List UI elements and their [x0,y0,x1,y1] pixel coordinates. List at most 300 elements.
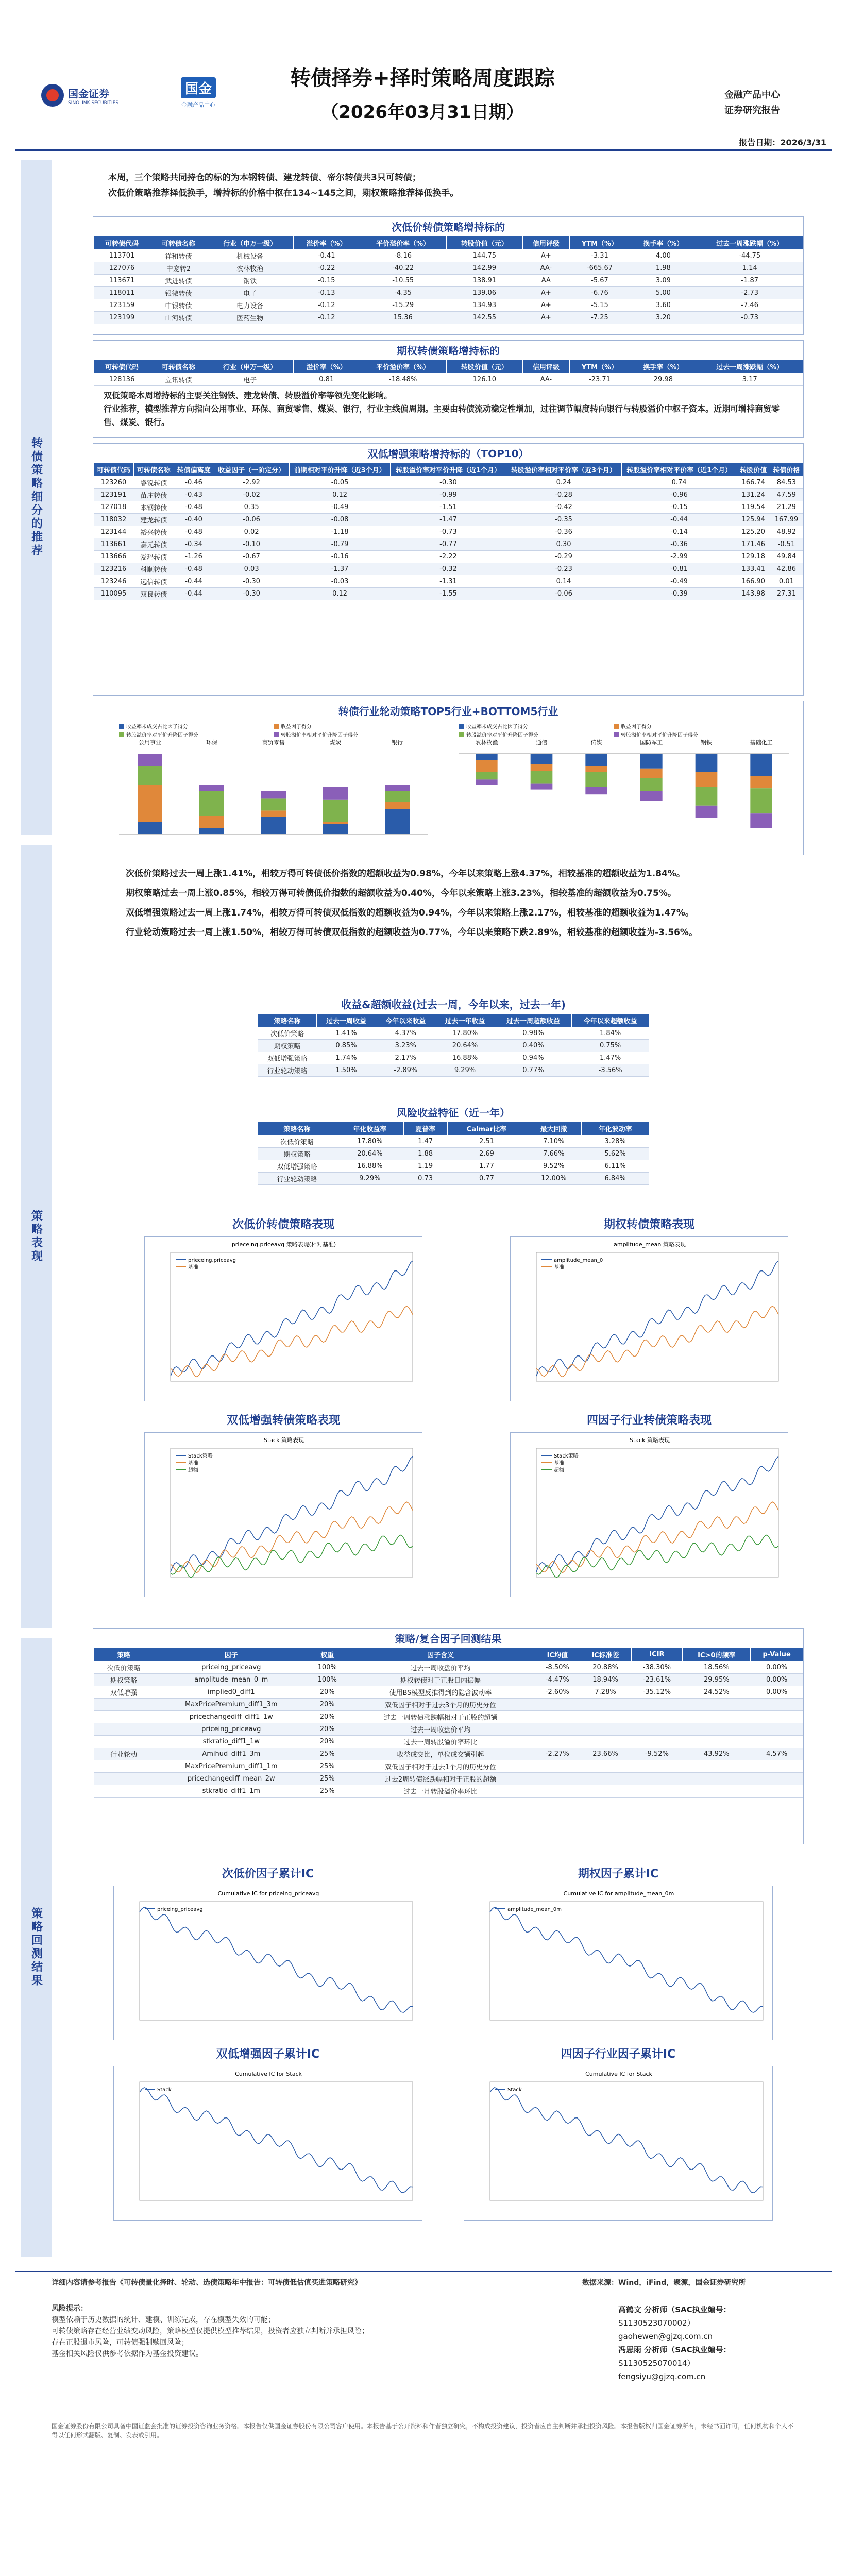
plot-frame [140,2082,413,2200]
plot-frame [171,1448,413,1577]
chart-inner-title: Cumulative IC for priceing_priceavg [217,1890,319,1897]
table-cell [94,1723,154,1736]
table-cell: 1.50% [316,1064,376,1077]
industry-top-chart [104,722,433,851]
table-cell: 中银转债 [150,299,207,312]
table-cell: A+ [523,312,570,324]
legend-swatch [459,732,464,737]
chart-title: 期权转债策略表现 [603,1218,694,1231]
legend-swatch [119,732,124,737]
table-cell: -0.08 [289,514,391,526]
double-low-table-title: 双低增强策略增持标的（TOP10） [367,448,529,460]
t1-header-6: 信用评级 [523,236,570,250]
table-cell [94,1699,154,1711]
table-cell: 6.11% [582,1160,649,1173]
table-cell [751,1773,803,1785]
table-row [94,250,803,262]
t5-header-3: 过去一年收益 [435,1014,495,1027]
table-cell: -0.06 [506,588,621,600]
table-row [258,1064,649,1077]
table-cell: -3.56% [572,1064,649,1077]
t6-header-4: 最大回撤 [526,1122,582,1136]
table-cell: 18.56% [683,1662,751,1674]
table-cell: 25% [309,1773,346,1785]
chart-inner-title: Stack 策略表现 [264,1437,304,1444]
table-cell: -0.36 [621,538,737,551]
table-cell: -0.73 [697,312,803,324]
t2-header-2: 行业（申万一级） [207,360,293,374]
table-cell: 20% [309,1711,346,1723]
analyst2-mail: fengsiyu@gjzq.com.cn [618,2372,706,2381]
stacked-bar-segment [476,772,498,779]
table-cell: 126.10 [446,374,522,386]
returns-table-panel [258,994,649,1082]
table-cell: -2.60% [535,1686,580,1699]
table-cell [631,1773,683,1785]
table-cell: 27.31 [770,588,803,600]
chart-inner-title: Cumulative IC for Stack [235,2071,302,2077]
table-cell: -0.48 [174,526,214,538]
legend-label: 转股溢价率相对平价升降因子得分 [621,733,698,738]
table-cell [683,1760,751,1773]
option-table-panel [93,340,804,438]
stacked-bar-segment [199,816,224,828]
table-cell: -0.28 [506,489,621,501]
stacked-bar-segment [385,785,410,791]
table-cell: 29.95% [683,1674,751,1686]
analyst2-name: 冯思雨 分析师（SAC执业编号： [618,2345,731,2354]
plot-frame [171,1252,413,1381]
table-row [94,1662,803,1674]
table-cell: 3.09 [630,275,697,287]
table-cell: -15.29 [360,299,446,312]
table-cell: -0.48 [174,563,214,575]
t2-header-4: 平价溢价率（%） [360,360,446,374]
table-row [94,575,803,588]
table-cell: 133.41 [737,563,770,575]
chart-box [144,1432,422,1597]
table-cell: -0.12 [293,299,360,312]
table-cell: 4.00 [630,250,697,262]
table-cell: 4.57% [751,1748,803,1760]
chart-title: 双低增强转债策略表现 [226,1414,340,1427]
legend-label: prieceing.priceavg [188,1258,236,1263]
table-row [94,312,803,324]
table-cell: 25% [309,1748,346,1760]
stacked-bar-segment [476,754,498,760]
stacked-bar-segment [531,754,553,764]
table-cell: 15.36 [360,312,446,324]
option-note2: 行业推荐，模型推荐方向指向公用事业、环保、商贸零售、煤炭、银行，行业主线偏周期。主要由转债流动稳定性增加，过往调节幅度转向银行与转股溢价中枢子资本。近期可增持商贸零售、煤炭、银行。 [104,404,780,427]
t2-header-8: 换手率（%） [630,360,697,374]
t2-header-7: YTM（%） [569,360,630,374]
table-cell: 20.64% [435,1040,495,1052]
table-cell: -0.99 [391,489,506,501]
t2-header-6: 信用评级 [523,360,570,374]
table-cell: 1.98 [630,262,697,275]
category-label: 国防军工 [640,739,663,746]
t7-header-2: 权重 [309,1648,346,1662]
t3-header-5: 转股溢价率对平价升降（近1个月） [391,463,506,477]
table-cell: 20% [309,1723,346,1736]
category-label: 商贸零售 [262,739,285,746]
table-cell: -0.96 [621,489,737,501]
table-cell: -0.46 [174,477,214,489]
header-rule [15,149,832,151]
stacked-bar-segment [385,809,410,834]
legend-label: 基准 [554,1461,564,1466]
table-cell: -1.18 [289,526,391,538]
table-cell: 42.86 [770,563,803,575]
table-cell [751,1723,803,1736]
table-cell: 0.00% [751,1674,803,1686]
table-cell: 2.69 [447,1148,526,1160]
table-cell: 次低价策略 [258,1136,336,1148]
table-cell: A+ [523,299,570,312]
table-cell: 1.77 [447,1160,526,1173]
table-cell: 双低因子相对于过去1个月的历史分位 [346,1760,535,1773]
stacked-bar-segment [531,771,553,784]
table-cell: -5.67 [569,275,630,287]
risk-table-panel [258,1103,649,1190]
analyst2-id: S1130525070014） [618,2359,695,2368]
line-chart [464,2066,773,2221]
table-cell: 113666 [94,551,134,563]
chart-inner-title: Cumulative IC for Stack [585,2071,652,2077]
legend-label: 基准 [188,1265,198,1270]
table-cell: 113671 [94,275,150,287]
t7-header-8: p-Value [751,1648,803,1662]
table-cell: -1.55 [391,588,506,600]
table-cell: 电子 [207,287,293,299]
category-label: 基础化工 [750,739,773,746]
table-cell: -0.22 [293,262,360,275]
table-cell: 医药生物 [207,312,293,324]
series-line [140,1907,413,2012]
t1-header-2: 行业（申万一级） [207,236,293,250]
series-line [140,2088,413,2193]
table-cell [580,1773,631,1785]
legend-swatch [614,724,619,729]
risk-title: 风险提示： [52,2304,88,2313]
line-chart [145,1433,423,1598]
table-cell: -0.43 [174,489,214,501]
table-cell: 使用BS模型反推得到的隐含波动率 [346,1686,535,1699]
table-cell [683,1736,751,1748]
stacked-bar-segment [476,779,498,785]
table-cell [683,1723,751,1736]
legend-label: priceing_priceavg [157,1907,203,1912]
table-cell: -35.12% [631,1686,683,1699]
stacked-bar-segment [138,785,162,822]
t6-header-2: 夏普率 [403,1122,447,1136]
sidebar-recommend-label: 转债策略细分的推荐 [29,437,43,557]
table-cell: 行业轮动策略 [258,1064,317,1077]
t5-header-2: 今年以来收益 [376,1014,435,1027]
stacked-bar-segment [531,784,553,790]
analyst1-id: S1130523070002） [618,2318,695,2328]
stacked-bar-segment [323,822,348,824]
table-cell: 双低增强策略 [258,1052,317,1064]
stacked-bar-segment [696,772,718,787]
series-line [536,1456,778,1572]
table-cell: -8.16 [360,250,446,262]
table-cell: -44.75 [697,250,803,262]
table-cell: -0.03 [289,575,391,588]
table-cell: 双低增强策略 [258,1160,336,1173]
t6-header-5: 年化波动率 [582,1122,649,1136]
risk-2: 可转债策略存在经营业绩变动风险，策略模型仅提供模型推荐结果，投资者应独立判断并承担风险； [52,2327,369,2335]
table-cell: 143.98 [737,588,770,600]
table-cell: 0.77% [495,1064,572,1077]
t7-header-4: IC均值 [535,1648,580,1662]
table-cell: 7.28% [580,1686,631,1699]
plot-frame [536,1448,778,1577]
series-line [490,2088,763,2193]
logo2-name: 国金 [181,77,216,98]
table-cell: 20% [309,1699,346,1711]
table-cell: -665.67 [569,262,630,275]
table-cell: -0.16 [289,551,391,563]
stacked-bar-segment [750,788,772,813]
t7-header-5: IC标准差 [580,1648,631,1662]
stacked-bar-segment [531,764,553,771]
table-row [94,551,803,563]
table-cell: 0.77 [447,1173,526,1185]
table-cell: -1.37 [289,563,391,575]
table-row [94,1773,803,1785]
table-row [258,1173,649,1185]
table-cell: -2.27% [535,1748,580,1760]
product-center-logo [155,77,242,114]
chart-inner-title: amplitude_mean 策略表现 [614,1241,686,1248]
chart-title: 四因子行业转债策略表现 [586,1414,712,1427]
table-cell: 25% [309,1760,346,1773]
table-cell: 129.18 [737,551,770,563]
table-cell [535,1773,580,1785]
t5-header-1: 过去一周收益 [316,1014,376,1027]
table-cell: 0.75% [572,1040,649,1052]
legend-label: 收益因子得分 [281,724,312,730]
table-row [258,1027,649,1040]
table-cell: 127076 [94,262,150,275]
plot-frame [490,2082,763,2200]
table-cell: 23.66% [580,1748,631,1760]
stacked-bar-segment [640,754,663,769]
table-cell: -1.26 [174,551,214,563]
table-row [94,1686,803,1699]
table-row [94,538,803,551]
chart-title: 次低价转债策略表现 [232,1218,334,1231]
table-cell: -0.13 [293,287,360,299]
table-cell: -7.25 [569,312,630,324]
chart-box [144,1236,422,1401]
category-label: 环保 [206,739,217,746]
line-chart [114,2066,423,2221]
table-cell: 9.29% [336,1173,403,1185]
perf-p2: 期权策略过去一周上涨0.85%，相较万得可转债低价指数的超额收益为0.40%，今年以来策略上涨3.23%，相较基准的超额收益为0.75%。 [126,888,676,899]
stacked-bar-segment [696,787,718,806]
intro-text [108,170,793,201]
table-cell: 0.02 [214,526,289,538]
t1-header-1: 可转债名称 [150,236,207,250]
t7-header-3: 因子含义 [346,1648,535,1662]
table-row [258,1040,649,1052]
table-cell: stkratio_diff1_1w [154,1736,309,1748]
stacked-bar-segment [750,776,772,788]
table-cell: 机械设备 [207,250,293,262]
table-cell: -5.15 [569,299,630,312]
table-cell: 17.80% [336,1136,403,1148]
line-chart [114,1886,423,2041]
stacked-bar-segment [199,791,224,816]
line-chart [511,1237,789,1402]
table-cell: 电子 [207,374,293,386]
logo2-sub: 金融产品中心 [181,101,215,108]
table-cell: 睿锐转债 [133,477,174,489]
table-cell: 2.51 [447,1136,526,1148]
table-cell: -0.02 [214,489,289,501]
table-cell: 科顺转债 [133,563,174,575]
table-cell: 双低因子相对于过去3个月的历史分位 [346,1699,535,1711]
table-cell: 收益成交比，单位成交额引起 [346,1748,535,1760]
series-line [171,1535,413,1578]
sinolink-logo [41,82,149,108]
t1-header-0: 可转债代码 [94,236,150,250]
sinolink-logo-icon [41,84,64,107]
risk-3: 存在正股退市风险，可转债强制赎回风险； [52,2338,189,2347]
table-cell: 0.35 [214,501,289,514]
stacked-bar-segment [585,766,607,772]
table-cell: priceing_priceavg [154,1723,309,1736]
table-cell: 29.98 [630,374,697,386]
table-cell: -1.47 [391,514,506,526]
table-cell: 1.47% [572,1052,649,1064]
t1-header-4: 平价溢价率（%） [360,236,446,250]
risk-block [52,2303,567,2360]
table-cell: A+ [523,287,570,299]
table-cell: 苗庄转债 [133,489,174,501]
analyst-block [618,2303,804,2383]
table-cell: 0.12 [289,588,391,600]
table-cell [631,1785,683,1798]
table-cell: 118032 [94,514,134,526]
industry-bottom-chart [444,722,794,851]
table-cell: -23.61% [631,1674,683,1686]
table-cell: -0.30 [391,477,506,489]
performance-text [108,866,793,941]
disclaimer: 国金证券股份有限公司具备中国证监会批准的证券投资咨询业务资格。本报告仅供国金证券股份有限公司客户使用。本报告基于公开资料和作者独立研究，不构成投资建议，投资者应自主判断并承担投资风险。本报告版权归国金证券所有，未经书面许可，任何机构和个人不得以任何形式翻版、复制、发表或引用。 [52,2422,794,2439]
table-cell: 3.60 [630,299,697,312]
table-cell: -0.77 [391,538,506,551]
category-label: 通信 [536,739,547,746]
table-row [94,1736,803,1748]
chart-box [510,1432,788,1597]
table-row [258,1160,649,1173]
table-cell: 43.92% [683,1748,751,1760]
table-cell: 武进转债 [150,275,207,287]
plot-frame [140,1902,413,2020]
t5-header-0: 策略名称 [258,1014,317,1027]
table-cell: implied0_diff1 [154,1686,309,1699]
table-cell: -9.52% [631,1748,683,1760]
table-cell [631,1699,683,1711]
chart-box [113,2066,422,2221]
perf-p3: 双低增强策略过去一周上涨1.74%，相较万得可转债双低指数的超额收益为0.94%，今年以来策略上涨2.17%，相较基准的超额收益为1.47%。 [126,908,694,918]
table-cell: 139.06 [446,287,522,299]
table-cell: 131.24 [737,489,770,501]
returns-table-title: 收益&超额收益(过去一周，今年以来，过去一年) [341,998,566,1011]
department [685,88,819,118]
table-cell: -0.30 [214,575,289,588]
report-header [0,0,847,155]
table-cell: 0.03 [214,563,289,575]
table-cell: -0.39 [621,588,737,600]
legend-label: Stack策略 [188,1453,213,1459]
table-cell: -0.73 [391,526,506,538]
table-cell: 123191 [94,489,134,501]
table-cell: 过去2周转债涨跌幅相对于正股的超额 [346,1773,535,1785]
series-line [536,1535,778,1578]
sidebar-recommend [21,160,52,835]
legend-label: Stack [157,2087,172,2093]
t3-header-4: 前期相对平价升降（近3个月） [289,463,391,477]
industry-chart-title: 转债行业轮动策略TOP5行业+BOTTOM5行业 [338,705,558,718]
table-cell: 123159 [94,299,150,312]
table-row [94,588,803,600]
table-cell: 0.74 [621,477,737,489]
logo-sub: SINOLINK SECURITIES [68,100,119,106]
sidebar-backtest [21,1638,52,2257]
table-cell: -0.44 [621,514,737,526]
low-price-table [93,236,803,324]
table-cell: 20.64% [336,1148,403,1160]
legend-label: Stack [507,2087,522,2093]
table-cell [683,1773,751,1785]
table-cell: -3.31 [569,250,630,262]
t3-header-1: 可转债名称 [133,463,174,477]
table-row [94,526,803,538]
table-cell: 123199 [94,312,150,324]
table-cell: 期权策略 [258,1148,336,1160]
table-cell [94,1711,154,1723]
table-cell: 祥和转债 [150,250,207,262]
table-cell: -10.55 [360,275,446,287]
stacked-bar-segment [199,828,224,834]
table-cell: -38.30% [631,1662,683,1674]
table-cell: 期权策略 [258,1040,317,1052]
table-cell: 双低增强 [94,1686,154,1699]
table-cell [631,1711,683,1723]
table-row [94,563,803,575]
legend-label: 超额 [188,1468,198,1473]
t3-header-3: 收益因子（一阶定分） [214,463,289,477]
t6-header-3: Calmar比率 [447,1122,526,1136]
t2-header-1: 可转债名称 [150,360,207,374]
table-cell: 20% [309,1736,346,1748]
table-cell: -1.51 [391,501,506,514]
series-line [171,1456,413,1572]
legend-swatch [274,724,279,729]
table-cell: -0.44 [174,575,214,588]
risk-table [258,1122,649,1185]
table-cell: 本钢转债 [133,501,174,514]
table-cell: AA [523,275,570,287]
legend-swatch [119,724,124,729]
stacked-bar-segment [640,769,663,778]
table-cell: -18.48% [360,374,446,386]
table-cell [580,1723,631,1736]
